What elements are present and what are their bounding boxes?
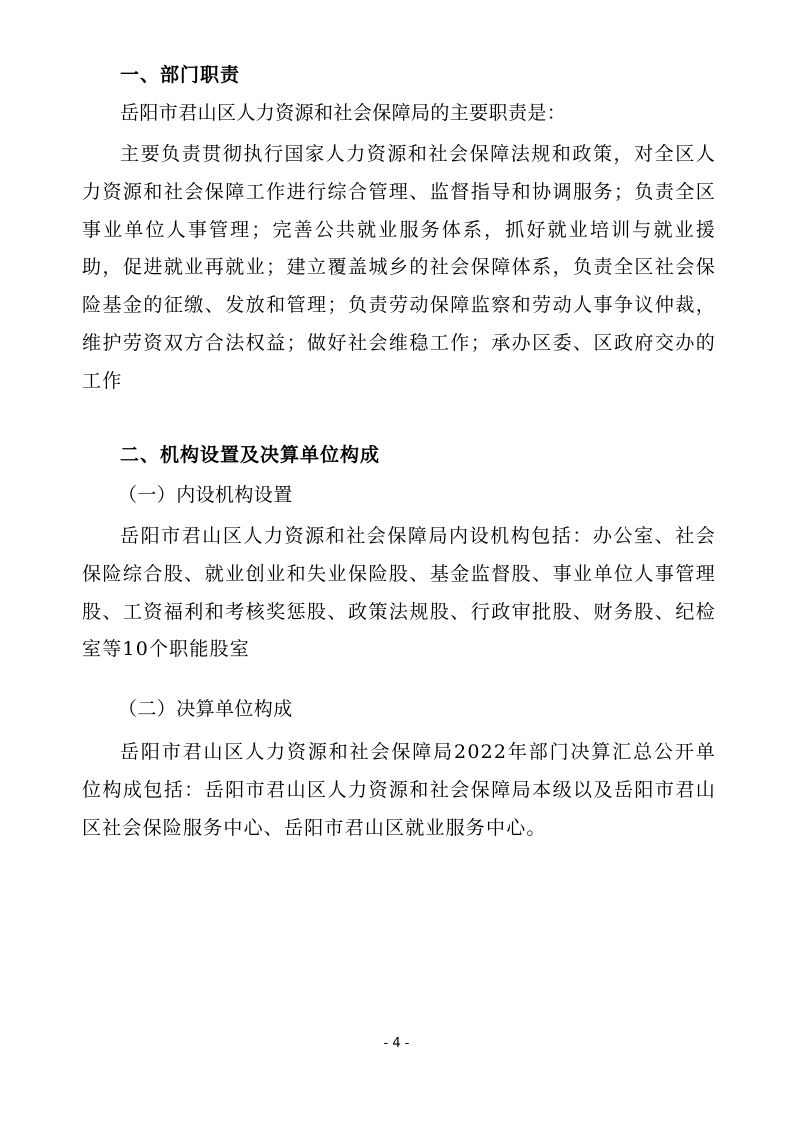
section2-sub1-body: 岳阳市君山区人力资源和社会保障局内设机构包括：办公室、社会保险综合股、就业创业和失业保险股、基金监督股、事业单位人事管理股、工资福利和考核奖惩股、政策法规股、行政审批股、财务股、纪检室等10个职能股室 [82,525,716,661]
section2-sub2-heading: （二）决算单位构成 [118,698,293,720]
section1-heading: 一、部门职责 [120,64,241,86]
section2-heading: 二、机构设置及决算单位构成 [120,444,381,466]
section1-intro: 岳阳市君山区人力资源和社会保障局的主要职责是： [120,102,567,124]
page-number: - 4 - [383,1036,410,1051]
section2-sub2-body: 岳阳市君山区人力资源和社会保障局2022年部门决算汇总公开单位构成包括：岳阳市君山区人力资源和社会保障局本级以及岳阳市君山区社会保险服务中心、岳阳市君山区就业服务中心。 [82,741,716,839]
section1-body: 主要负责贯彻执行国家人力资源和社会保障法规和政策，对全区人力资源和社会保障工作进行综合管理、监督指导和协调服务；负责全区事业单位人事管理；完善公共就业服务体系，抓好就业培训与就业援助，促进就业再就业；建立覆盖城乡的社会保障体系，负责全区社会保险基金的征缴、发放和管理；负责劳动保障监察和劳动人事争议仲裁，维护劳资双方合法权益；做好社会维稳工作；承办区委、区政府交办的工作 [82,143,716,392]
section2-sub1-heading: （一）内设机构设置 [118,484,293,506]
